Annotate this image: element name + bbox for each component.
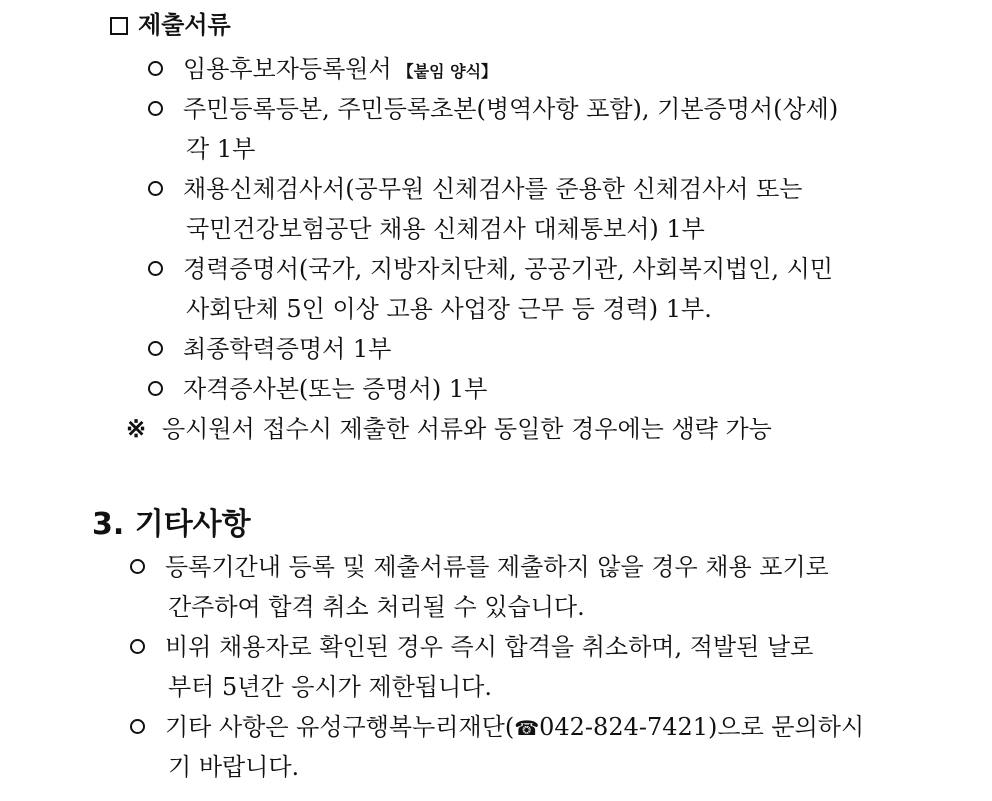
circle-bullet-icon bbox=[130, 639, 145, 654]
submission-heading: 제출서류 bbox=[110, 10, 231, 40]
submission-item-1: 임용후보자등록원서 【붙임 양식】 bbox=[148, 54, 497, 87]
form-attachment-tag: 【붙임 양식】 bbox=[397, 62, 498, 81]
section-title: 3. 기타사항 bbox=[92, 507, 251, 542]
circle-bullet-icon bbox=[148, 101, 163, 116]
submission-item-5: 최종학력증명서 1부 bbox=[148, 334, 391, 364]
submission-item-2: 주민등록등본, 주민등록초본(병역사항 포함), 기본증명서(상세) bbox=[148, 94, 896, 124]
etc-item-3-cont: 기 바랍니다. bbox=[168, 753, 300, 781]
etc-item-1: 등록기간내 등록 및 제출서류를 제출하지 않을 경우 채용 포기로 bbox=[130, 552, 829, 582]
circle-bullet-icon bbox=[130, 719, 145, 734]
submission-note: ※ 응시원서 접수시 제출한 서류와 동일한 경우에는 생략 가능 bbox=[126, 414, 772, 443]
submission-item-4: 경력증명서(국가, 지방자치단체, 공공기관, 사회복지법인, 시민 bbox=[148, 254, 833, 284]
checkbox-icon bbox=[110, 17, 128, 35]
reference-mark-icon: ※ bbox=[126, 414, 147, 443]
submission-item-3-cont: 국민건강보험공단 채용 신체검사 대체통보서) 1부 bbox=[186, 215, 705, 243]
submission-item-4-cont: 사회단체 5인 이상 고용 사업장 근무 등 경력) 1부. bbox=[186, 295, 712, 323]
etc-item-1-cont: 간주하여 합격 취소 처리될 수 있습니다. bbox=[168, 593, 585, 621]
circle-bullet-icon bbox=[148, 341, 163, 356]
circle-bullet-icon bbox=[148, 261, 163, 276]
etc-item-2: 비위 채용자로 확인된 경우 즉시 합격을 취소하며, 적발된 날로 bbox=[130, 632, 813, 662]
submission-item-6: 자격증사본(또는 증명서) 1부 bbox=[148, 374, 487, 404]
circle-bullet-icon bbox=[148, 381, 163, 396]
etc-item-2-cont: 부터 5년간 응시가 제한됩니다. bbox=[168, 673, 492, 701]
circle-bullet-icon bbox=[148, 181, 163, 196]
submission-item-2-cont: 각 1부 bbox=[186, 135, 256, 163]
submission-item-3: 채용신체검사서(공무원 신체검사를 준용한 신체검사서 또는 bbox=[148, 174, 802, 204]
etc-item-3: 기타 사항은 유성구행복누리재단(☎042-824-7421)으로 문의하시 bbox=[130, 712, 864, 743]
circle-bullet-icon bbox=[148, 61, 163, 76]
circle-bullet-icon bbox=[130, 559, 145, 574]
phone-icon: ☎ bbox=[514, 716, 540, 740]
